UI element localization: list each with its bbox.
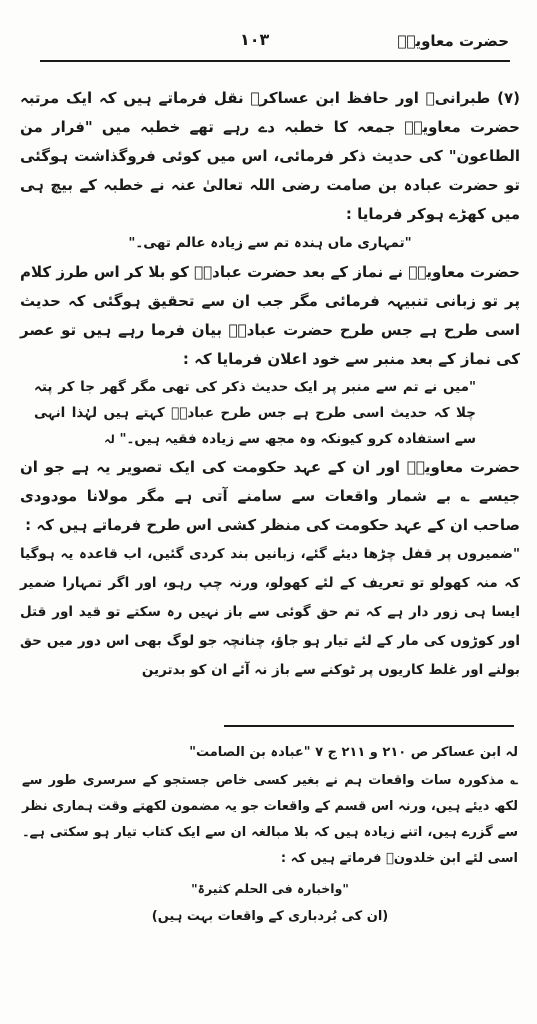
footnote-marker-1: لہ xyxy=(104,433,115,446)
quote-3: "ضمیروں پر قفل چڑھا دیئے گئے، زبانیں بند کردی گئیں، اب قاعدہ یہ ہوگیا کہ منہ کھولو تو تعریف کے لئے کھولو، ورنہ چپ رہو، اور اگر تمہارا ضمیر ایسا ہی زور دار ہے کہ تم حق گوئی سے باز نہیں رہ سکتے تو قید اور قتل اور کوڑوں کی مار کے لئے تیار ہو جاؤ، چنانچہ جو لوگ بھی اس دور میں حق بولنے اور غلط کاریوں پر ٹوکنے سے باز نہ آئے ان کو بدترین xyxy=(20,546,520,678)
quote-2 xyxy=(20,374,520,453)
quote-1: "تمہاری ماں ہندہ تم سے زیادہ عالم تھی۔" xyxy=(128,235,412,251)
main-text xyxy=(20,84,520,685)
paragraph-2: حضرت معاویہؓ نے نماز کے بعد حضرت عبادہؓ کو بلا کر اس طرز کلام پر تو زبانی تنبیہہ فرمائی مگر جب ان سے تحقیق ہوگئی کہ حدیث اسی طرح ہے جس طرح حضرت عبادہؓ بیان فرما رہے ہیں تو عصر کی نماز کے بعد منبر سے خود اعلان فرمایا کہ : xyxy=(20,263,520,368)
quote-2-text: "میں نے تم سے منبر پر ایک حدیث ذکر کی تھی مگر گھر جا کر پتہ چلا کہ حدیث اسی طرح ہے جس طرح عبادہؓ کہتے ہیں لہٰذا انہی سے استفادہ کرو کیونکہ وہ مجھ سے زیادہ فقیہ ہیں۔" xyxy=(34,379,476,447)
paragraph-1: (۷) طبرانیؒ اور حافظ ابن عساکرؒ نقل فرماتے ہیں کہ ایک مرتبہ حضرت معاویہؓ جمعہ کا خطبہ دے رہے تھے خطبہ میں "فرار من الطاعون" کی حدیث ذکر فرمائی، اس میں کوئی فروگذاشت ہوگئی تو حضرت عبادہ بن صامت رضی اللہ تعالیٰ عنہ نے خطبہ کے بیچ ہی میں کھڑے ہوکر فرمایا : xyxy=(20,89,520,223)
page-number: ۱۰۳ xyxy=(240,30,270,49)
page-header xyxy=(0,28,537,58)
quote-translation: (ان کی بُردباری کے واقعات بہت ہیں) xyxy=(151,909,389,924)
arabic-quote: "واخبارہ فی الحلم کثیرۃ" xyxy=(191,881,349,896)
footnote-2: ؎ مذکورہ سات واقعات ہم نے بغیر کسی خاص جستجو کے سرسری طور سے لکھ دیئے ہیں، ورنہ اس قسم کے واقعات جو یہ مضمون لکھتے وقت ہماری نظر سے گزرے ہیں، اتنے زیادہ ہیں کہ بلا مبالغہ ان سے ایک کتاب تیار ہو سکتی ہے۔ اسی لئے ابن خلدونؒ فرماتے ہیں کہ : xyxy=(22,773,518,866)
footnote-divider xyxy=(224,725,514,727)
footnotes xyxy=(22,740,518,932)
header-divider xyxy=(40,60,510,62)
footnote-1: لہ ابن عساکر ص ۲۱۰ و ۲۱۱ ج ۷ "عبادہ بن الصامت" xyxy=(189,745,518,760)
running-title: حضرت معاویہؓ xyxy=(397,32,509,50)
paragraph-3: حضرت معاویہؓ اور ان کے عہد حکومت کی ایک تصویر یہ ہے جو ان جیسے ؎ بے شمار واقعات سے سامنے آتی ہے مگر مولانا مودودی صاحب ان کے عہد حکومت کی منظر کشی اس طرح فرماتے ہیں کہ : xyxy=(20,458,520,534)
